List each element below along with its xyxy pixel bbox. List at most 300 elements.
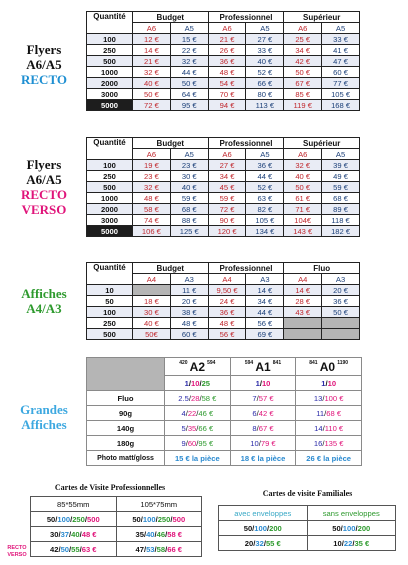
card-price-part: 63 € xyxy=(81,544,97,554)
quantity-cell: 3000 xyxy=(87,89,133,100)
price-cell: 33 € xyxy=(246,45,284,56)
price-cell: 118 € xyxy=(322,215,360,226)
card-price-cell: 20/32/55 € xyxy=(219,536,308,551)
price-cell: 48 € xyxy=(170,318,208,329)
quantity-cell: 500 xyxy=(87,56,133,67)
card-price-part: 47 xyxy=(135,544,144,554)
quantity-cell: 3000 xyxy=(87,215,133,226)
price-cell: 9,50 € xyxy=(208,285,246,296)
price-part: 4 xyxy=(181,408,186,418)
price-part: 46 € xyxy=(198,408,214,418)
flyers-recto-table xyxy=(86,11,360,111)
price-cell: 82 € xyxy=(246,204,284,215)
price-cell: 34 € xyxy=(284,45,322,56)
quantity-cell: 250 xyxy=(87,318,133,329)
card-price-part: 250 xyxy=(157,514,171,524)
price-cell: 4/22/46 € xyxy=(165,406,231,421)
card-price-cell: 10/22/35 € xyxy=(307,536,396,551)
price-cell: 36 € xyxy=(246,160,284,171)
price-part: 10 xyxy=(250,438,259,448)
price-cell: 59 € xyxy=(208,193,246,204)
grandes-label xyxy=(6,402,82,432)
price-cell: 104€ xyxy=(284,215,322,226)
card-price-part: 100 xyxy=(57,514,71,524)
label-line: A6/A5 xyxy=(26,172,62,187)
price-cell: 11/68 € xyxy=(296,406,362,421)
price-part: 60 xyxy=(187,438,197,448)
price-cell: 32 € xyxy=(133,182,171,193)
format-a1 xyxy=(230,358,296,376)
price-part: 35 xyxy=(187,423,197,433)
label-line: Affiches xyxy=(21,417,67,432)
price-cell: 36 € xyxy=(208,307,246,318)
format-header: A6 xyxy=(133,23,171,34)
price-cell: 58 € xyxy=(133,204,171,215)
format-header: A5 xyxy=(170,149,208,160)
card-price-part: 37 xyxy=(60,529,70,539)
price-cell: 95 € xyxy=(170,100,208,111)
price-cell: 32 € xyxy=(284,160,322,171)
label-line: VERSO xyxy=(21,202,67,217)
card-price-part: 50 xyxy=(60,544,70,554)
price-cell: 45 € xyxy=(208,182,246,193)
quantity-cell: 100 xyxy=(87,34,133,45)
price-cell: 21 € xyxy=(208,34,246,45)
format-header: A5 xyxy=(322,23,360,34)
price-cell: 41 € xyxy=(322,45,360,56)
group-header: Professionnel xyxy=(208,138,284,149)
price-cell: 22 € xyxy=(170,45,208,56)
price-cell: 74 € xyxy=(133,215,171,226)
card-price-part: 100 xyxy=(254,523,267,533)
card-price-part: 50 xyxy=(332,523,341,533)
price-cell: 143 € xyxy=(284,226,322,237)
q: 1 xyxy=(184,378,189,388)
price-cell: 50 € xyxy=(284,182,322,193)
price-part: 14 xyxy=(314,423,323,433)
price-part: 28 xyxy=(190,393,200,403)
tag-line: RECTO xyxy=(7,545,27,551)
format-header: A6 xyxy=(208,149,246,160)
qty-cell: 1/10 xyxy=(230,376,296,391)
price-cell: 11 € xyxy=(170,285,208,296)
price-cell: 30 € xyxy=(170,171,208,182)
price-cell: 80 € xyxy=(246,89,284,100)
card-price-part: 200 xyxy=(269,523,282,533)
price-cell: 60 € xyxy=(322,67,360,78)
price-cell: 36 € xyxy=(208,56,246,67)
price-part: 11 xyxy=(316,408,325,418)
card-price-part: 32 xyxy=(255,538,264,548)
price-cell: 32 € xyxy=(170,56,208,67)
env-header: sans enveloppes xyxy=(307,506,396,521)
card-price-part: 66 € xyxy=(167,544,182,554)
label-line: Affiches xyxy=(21,286,67,301)
q: 10 xyxy=(190,378,200,388)
quantity-cell: 50 xyxy=(87,296,133,307)
price-cell: 40 € xyxy=(133,78,171,89)
card-price-cell: 50/100/200 xyxy=(219,521,308,536)
price-cell: 48 € xyxy=(208,67,246,78)
q: 10 xyxy=(327,378,337,388)
format-name: A2 xyxy=(189,359,205,374)
quantity-cell: 500 xyxy=(87,329,133,340)
format-header: A4 xyxy=(284,274,322,285)
price-cell: 18 € la pièce xyxy=(230,451,296,466)
format-height: 594 xyxy=(207,359,216,366)
card-price-part: 200 xyxy=(357,523,371,533)
format-header: A6 xyxy=(284,149,322,160)
card-price-cell: 50/100/200 xyxy=(307,521,396,536)
price-part: 58 € xyxy=(201,393,217,403)
price-cell: 44 € xyxy=(246,171,284,182)
price-cell: 63 € xyxy=(246,193,284,204)
price-part: 9 xyxy=(181,438,186,448)
price-cell: 6/42 € xyxy=(230,406,296,421)
price-cell: 10/79 € xyxy=(230,436,296,451)
group-header: Supérieur xyxy=(284,12,360,23)
format-header: A5 xyxy=(246,149,284,160)
price-cell: 77 € xyxy=(322,78,360,89)
price-cell: 16/135 € xyxy=(296,436,362,451)
price-cell: 68 € xyxy=(322,193,360,204)
price-cell: 5/35/66 € xyxy=(165,421,231,436)
group-header: Supérieur xyxy=(284,138,360,149)
card-price-part: 22 xyxy=(343,538,353,548)
price-cell: 42 € xyxy=(284,56,322,67)
price-cell: 20 € xyxy=(170,296,208,307)
flyers-recto-label xyxy=(6,42,82,87)
price-part: 8 xyxy=(252,423,257,433)
format-header: A4 xyxy=(208,274,246,285)
price-cell: 27 € xyxy=(208,160,246,171)
price-cell: 47 € xyxy=(322,56,360,67)
quantity-cell: 250 xyxy=(87,171,133,182)
card-price-part: 58 xyxy=(156,544,166,554)
format-header: A5 xyxy=(170,23,208,34)
format-width: 841 xyxy=(309,359,318,366)
card-price-part: 500 xyxy=(172,514,186,524)
cartes-fam-table xyxy=(218,505,396,551)
format-width: 594 xyxy=(244,359,254,366)
empty-corner xyxy=(87,358,165,391)
price-cell: 27 € xyxy=(246,34,284,45)
price-cell: 21 € xyxy=(133,56,171,67)
group-header: Budget xyxy=(133,12,209,23)
price-cell: 33 € xyxy=(322,34,360,45)
price-cell: 90 € xyxy=(208,215,246,226)
card-price-part: 53 xyxy=(146,544,155,554)
price-cell: 40 € xyxy=(284,171,322,182)
price-cell: 15 € xyxy=(170,34,208,45)
price-cell: 85 € xyxy=(284,89,322,100)
q: 10 xyxy=(261,378,271,388)
format-header: A4 xyxy=(133,274,171,285)
format-header: A6 xyxy=(208,23,246,34)
price-part: 68 € xyxy=(326,408,342,418)
flyers-rv-table xyxy=(86,137,360,237)
format-name: A0 xyxy=(319,359,336,374)
price-cell: 30 € xyxy=(133,307,171,318)
price-cell: 34 € xyxy=(208,171,246,182)
card-price-cell: 50/100/250/500 xyxy=(31,512,117,527)
cartes-pro-title: Cartes de Visite Professionnelles xyxy=(54,483,166,492)
price-cell: 49 € xyxy=(322,171,360,182)
price-part: 67 € xyxy=(258,423,274,433)
price-cell: 8/67 € xyxy=(230,421,296,436)
q: 1 xyxy=(255,378,260,388)
price-part: 57 € xyxy=(258,393,274,403)
quantity-cell: 100 xyxy=(87,307,133,318)
tag-line: VERSO xyxy=(7,552,27,558)
card-price-part: 58 € xyxy=(167,529,182,539)
flyers-rv-label xyxy=(6,157,82,217)
price-cell: 26 € la pièce xyxy=(296,451,362,466)
quantity-cell: 500 xyxy=(87,182,133,193)
price-cell: 105 € xyxy=(322,89,360,100)
price-part: 42 € xyxy=(258,408,274,418)
card-price-part: 40 xyxy=(146,529,155,539)
quantity-cell: 1000 xyxy=(87,193,133,204)
price-cell xyxy=(284,318,322,329)
label-line: A4/A3 xyxy=(26,301,62,316)
price-cell: 134 € xyxy=(246,226,284,237)
price-cell: 54 € xyxy=(208,78,246,89)
price-cell: 14/110 € xyxy=(296,421,362,436)
price-cell: 28 € xyxy=(284,296,322,307)
qty-cell: 1/10 xyxy=(296,376,362,391)
price-cell: 88 € xyxy=(170,215,208,226)
quantity-cell: 2000 xyxy=(87,78,133,89)
price-cell xyxy=(322,329,360,340)
price-cell: 14 € xyxy=(133,45,171,56)
format-header: A6 xyxy=(133,149,171,160)
price-part: 135 € xyxy=(324,438,344,448)
price-cell: 106 € xyxy=(133,226,171,237)
recto-verso-tag xyxy=(4,545,30,559)
price-part: 2.5 xyxy=(178,393,189,403)
price-cell xyxy=(322,318,360,329)
format-header: A3 xyxy=(246,274,284,285)
price-cell: 40 € xyxy=(246,56,284,67)
price-cell: 7/57 € xyxy=(230,391,296,406)
format-name: A1 xyxy=(255,359,271,374)
row-label: Photo matt/gloss xyxy=(87,451,165,466)
row-label: 180g xyxy=(87,436,165,451)
format-header: A5 xyxy=(246,23,284,34)
price-cell: 72 € xyxy=(208,204,246,215)
card-price-part: 55 xyxy=(71,544,80,554)
card-price-part: 48 € xyxy=(81,529,97,539)
qty-cell: 1/10/25 xyxy=(165,376,231,391)
price-cell: 24 € xyxy=(208,296,246,307)
affiches-table xyxy=(86,262,360,340)
format-header: A3 xyxy=(322,274,360,285)
format-header: A3 xyxy=(170,274,208,285)
price-cell: 72 € xyxy=(133,100,171,111)
price-part: 5 xyxy=(181,423,186,433)
label-line: Flyers xyxy=(26,157,62,172)
price-cell: 182 € xyxy=(322,226,360,237)
price-cell: 61 € xyxy=(284,193,322,204)
price-cell: 89 € xyxy=(322,204,360,215)
price-cell: 66 € xyxy=(246,78,284,89)
qty-header: Quantité xyxy=(87,263,133,285)
price-cell: 9/60/95 € xyxy=(165,436,231,451)
price-cell: 125 € xyxy=(170,226,208,237)
row-label: Fluo xyxy=(87,391,165,406)
card-price-part: 100 xyxy=(142,514,156,524)
card-price-cell: 47/53/58/66 € xyxy=(116,542,202,557)
price-cell: 105 € xyxy=(246,215,284,226)
q: 25 xyxy=(201,378,211,388)
price-cell: 39 € xyxy=(322,160,360,171)
price-cell: 2.5/28/58 € xyxy=(165,391,231,406)
quantity-cell: 250 xyxy=(87,45,133,56)
price-cell: 168 € xyxy=(322,100,360,111)
price-cell: 25 € xyxy=(284,34,322,45)
format-width: 420 xyxy=(179,359,188,366)
card-price-part: 46 xyxy=(156,529,166,539)
card-price-part: 30 xyxy=(49,529,59,539)
price-cell: 32 € xyxy=(133,67,171,78)
format-header: A6 xyxy=(284,23,322,34)
group-header: Budget xyxy=(133,138,209,149)
label-line: Flyers xyxy=(26,42,62,57)
group-header: Professionnel xyxy=(208,12,284,23)
env-header: avec enveloppes xyxy=(219,506,308,521)
size-header: 105*75mm xyxy=(116,497,202,512)
card-price-part: 35 € xyxy=(354,538,370,548)
price-part: 22 xyxy=(187,408,197,418)
price-cell: 50 € xyxy=(284,67,322,78)
price-cell: 19 € xyxy=(133,160,171,171)
price-cell: 43 € xyxy=(284,307,322,318)
format-a0 xyxy=(296,358,362,376)
price-part: 95 € xyxy=(198,438,214,448)
price-cell: 119 € xyxy=(284,100,322,111)
group-header: Fluo xyxy=(284,263,360,274)
price-cell: 120 € xyxy=(208,226,246,237)
price-cell: 50 € xyxy=(133,89,171,100)
label-line: Grandes xyxy=(20,402,68,417)
price-cell: 56 € xyxy=(208,329,246,340)
size-header: 85*55mm xyxy=(31,497,117,512)
quantity-cell: 1000 xyxy=(87,67,133,78)
group-header: Professionnel xyxy=(208,263,284,274)
price-cell: 50€ xyxy=(133,329,171,340)
price-cell: 52 € xyxy=(246,182,284,193)
affiches-label xyxy=(6,286,82,316)
price-cell: 13/100 € xyxy=(296,391,362,406)
price-cell: 59 € xyxy=(322,182,360,193)
card-price-part: 50 xyxy=(243,523,253,533)
price-cell: 64 € xyxy=(170,89,208,100)
format-header: A5 xyxy=(322,149,360,160)
price-cell xyxy=(284,329,322,340)
qty-header: Quantité xyxy=(87,12,133,34)
quantity-cell: 10 xyxy=(87,285,133,296)
format-height: 1190 xyxy=(337,359,349,366)
price-cell: 44 € xyxy=(170,67,208,78)
price-cell: 18 € xyxy=(133,296,171,307)
cartes-fam-title: Cartes de visite Familiales xyxy=(262,489,353,498)
price-cell: 71 € xyxy=(284,204,322,215)
price-cell: 14 € xyxy=(284,285,322,296)
row-label: 90g xyxy=(87,406,165,421)
price-cell: 70 € xyxy=(208,89,246,100)
price-cell: 67 € xyxy=(284,78,322,89)
price-cell xyxy=(133,285,171,296)
price-cell: 14 € xyxy=(246,285,284,296)
q: 1 xyxy=(321,378,326,388)
price-cell: 26 € xyxy=(208,45,246,56)
price-part: 16 xyxy=(313,438,323,448)
price-part: 7 xyxy=(252,393,257,403)
price-part: 110 € xyxy=(324,423,344,433)
card-price-cell: 50/100/250/500 xyxy=(116,512,202,527)
price-cell: 60 € xyxy=(170,329,208,340)
label-line: RECTO xyxy=(21,187,67,202)
price-cell: 50 € xyxy=(170,78,208,89)
qty-header: Quantité xyxy=(87,138,133,160)
price-cell: 113 € xyxy=(246,100,284,111)
price-part: 13 xyxy=(313,393,323,403)
price-part: 66 € xyxy=(198,423,214,433)
price-cell: 48 € xyxy=(133,193,171,204)
card-price-cell: 42/50/55/63 € xyxy=(31,542,117,557)
price-cell: 38 € xyxy=(170,307,208,318)
price-cell: 56 € xyxy=(246,318,284,329)
quantity-cell: 5000 xyxy=(87,100,133,111)
price-cell: 20 € xyxy=(322,285,360,296)
price-cell: 69 € xyxy=(246,329,284,340)
price-part: 79 € xyxy=(260,438,276,448)
quantity-cell: 100 xyxy=(87,160,133,171)
card-price-part: 250 xyxy=(72,514,85,524)
quantity-cell: 2000 xyxy=(87,204,133,215)
price-cell: 59 € xyxy=(170,193,208,204)
price-cell: 40 € xyxy=(133,318,171,329)
cartes-pro-table xyxy=(30,496,202,557)
price-part: 100 € xyxy=(324,393,344,403)
price-cell: 50 € xyxy=(322,307,360,318)
price-cell: 15 € la pièce xyxy=(165,451,231,466)
card-price-cell: 35/40/46/58 € xyxy=(116,527,202,542)
price-cell: 48 € xyxy=(208,318,246,329)
label-line: A6/A5 xyxy=(26,57,62,72)
format-height: 841 xyxy=(272,359,282,366)
price-part: 6 xyxy=(252,408,257,418)
card-price-part: 55 € xyxy=(265,538,281,548)
price-cell: 40 € xyxy=(170,182,208,193)
card-price-part: 35 xyxy=(135,529,144,539)
price-cell: 94 € xyxy=(208,100,246,111)
price-cell: 52 € xyxy=(246,67,284,78)
price-cell: 44 € xyxy=(246,307,284,318)
card-price-part: 500 xyxy=(87,514,100,524)
price-cell: 68 € xyxy=(170,204,208,215)
group-header: Budget xyxy=(133,263,209,274)
label-line: RECTO xyxy=(21,72,67,87)
row-label: 140g xyxy=(87,421,165,436)
card-price-part: 10 xyxy=(333,538,342,548)
card-price-part: 50 xyxy=(132,514,141,524)
card-price-cell: 30/37/40/48 € xyxy=(31,527,117,542)
card-price-part: 100 xyxy=(342,523,356,533)
price-cell: 36 € xyxy=(322,296,360,307)
card-price-part: 50 xyxy=(46,514,56,524)
